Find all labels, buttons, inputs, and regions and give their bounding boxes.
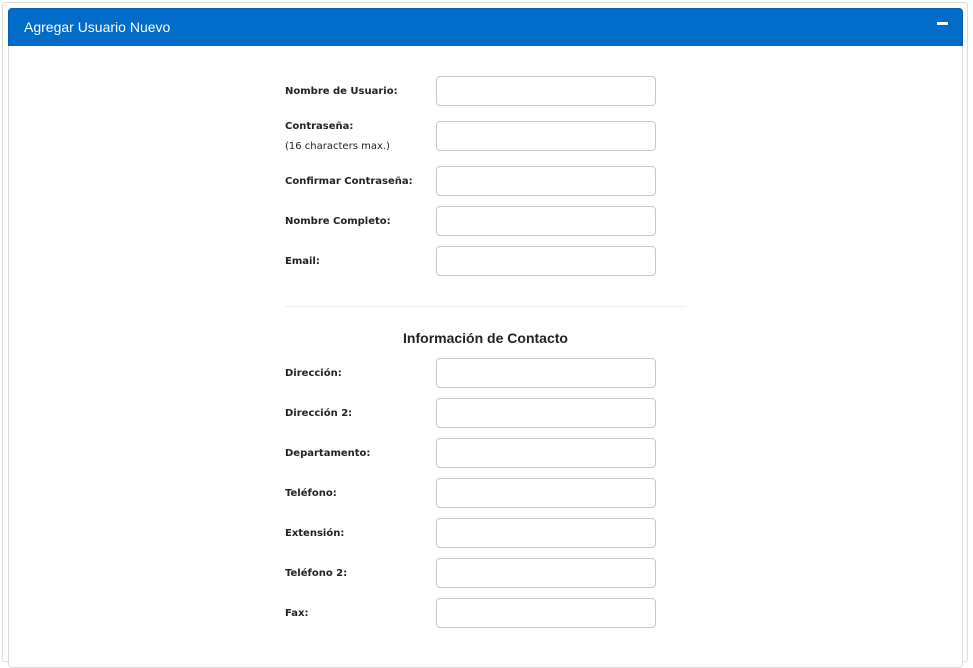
phone-input[interactable] [436, 478, 656, 508]
minus-icon [937, 22, 948, 25]
phone-label: Teléfono: [285, 488, 337, 499]
section-divider [285, 306, 686, 307]
department-input[interactable] [436, 438, 656, 468]
phone2-input[interactable] [436, 558, 656, 588]
email-input[interactable] [436, 246, 656, 276]
panel-header [8, 8, 963, 46]
address2-input[interactable] [436, 398, 656, 428]
extension-input[interactable] [436, 518, 656, 548]
full-name-input[interactable] [436, 206, 656, 236]
confirm-password-label: Confirmar Contraseña: [285, 176, 413, 187]
confirm-password-input[interactable] [436, 166, 656, 196]
email-label: Email: [285, 256, 320, 267]
password-input[interactable] [436, 121, 656, 151]
full-name-label: Nombre Completo: [285, 216, 391, 227]
phone2-label: Teléfono 2: [285, 568, 348, 579]
collapse-button[interactable] [936, 18, 950, 32]
username-label: Nombre de Usuario: [285, 86, 398, 97]
address-label: Dirección: [285, 368, 342, 379]
username-input[interactable] [436, 76, 656, 106]
fax-input[interactable] [436, 598, 656, 628]
password-label: Contraseña: [285, 121, 354, 132]
contact-section-title: Información de Contacto [403, 330, 568, 346]
address-input[interactable] [436, 358, 656, 388]
fax-label: Fax: [285, 608, 309, 619]
panel-title: Agregar Usuario Nuevo [24, 19, 171, 35]
extension-label: Extensión: [285, 528, 345, 539]
password-hint: (16 characters max.) [285, 141, 390, 152]
address2-label: Dirección 2: [285, 408, 353, 419]
department-label: Departamento: [285, 448, 371, 459]
